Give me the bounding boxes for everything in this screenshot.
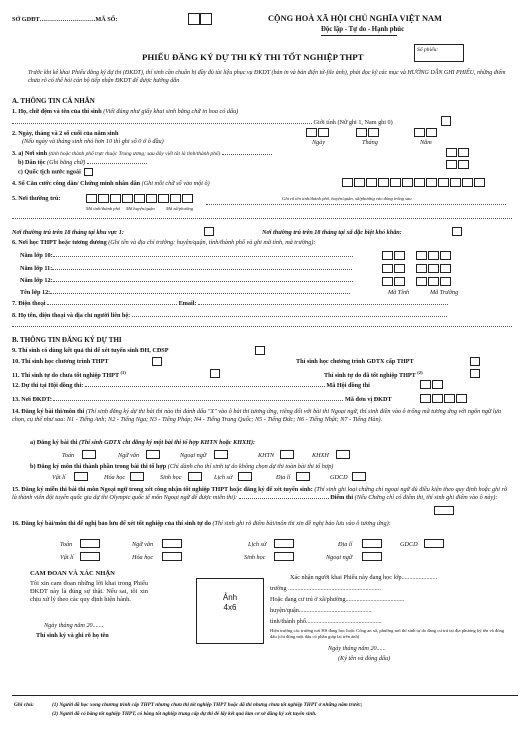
- bl-gdcd: GDCD: [400, 541, 418, 548]
- subj-diali-box[interactable]: [296, 472, 310, 481]
- photo-label-2: 4x6: [223, 603, 237, 612]
- xa-dbkk-label: Nơi thường trú trên 18 tháng tại xã đặc biệt khó khăn:: [262, 229, 402, 236]
- field-2-note: (Nếu ngày và tháng sinh nhỏ hơn 10 thì ghi số 0 ở ô đầu): [22, 138, 164, 145]
- field-4-label: 4. Số Căn cước công dân/ Chứng minh nhân dân: [12, 180, 141, 187]
- footer-note-1: (1) Người đã học xong chương trình cấp THPT nhưng chưa thi tốt nghiệp THPT hoặc đã thi nhưng chưa tốt nghiệp THPT ở những năm trước;: [52, 702, 363, 708]
- bl-sinhhoc-box[interactable]: [274, 552, 294, 561]
- dob-month-label: Tháng: [362, 139, 378, 146]
- field-9-box[interactable]: [255, 346, 265, 355]
- field-5-note: Ghi rõ tên tỉnh/thành phố, huyện/quận, xã/phường vào dòng trống sau: [282, 196, 412, 201]
- subj-ngoaingu: Ngoại ngữ: [180, 452, 207, 459]
- bl-hoahoc-box[interactable]: [162, 552, 182, 561]
- f6-row-12-label: Năm lớp 12:: [20, 277, 53, 284]
- motto-underline: [321, 35, 397, 36]
- confirm-sign: (Ký tên và đóng dấu): [338, 655, 391, 662]
- field-6-note: (Ghi tên và địa chỉ trường: huyện/quận, tỉnh/thành phố và ghi mã tỉnh, mã trường):: [108, 239, 316, 246]
- field-1: [12, 108, 518, 116]
- field-14: [12, 408, 507, 424]
- so-phieu-box[interactable]: [414, 44, 464, 62]
- noi-sinh-code-boxes[interactable]: [446, 148, 470, 157]
- field-15-note: (Thí sinh ghi loại chứng chỉ ngoại ngữ đủ điều kiện theo quy định hoặc ghi rõ là thành viên đội tuyển quốc gia dự thi Olympic quốc tế môn Ngoại ngữ để được miễn thi):: [12, 486, 508, 501]
- xa-dbkk-box[interactable]: [452, 227, 462, 236]
- field-3b-label: b) Dân tộc: [18, 159, 46, 166]
- subj-ngoaingu-box[interactable]: [214, 450, 228, 459]
- gender-box[interactable]: [441, 116, 451, 126]
- confirm-date: Ngày tháng năm 20......: [328, 645, 386, 652]
- field-3b[interactable]: [18, 159, 518, 167]
- field-12-ma-label: Mã Hội đồng thi: [326, 382, 370, 389]
- so-gddt-label: SỞ GDĐT………………………MÃ SỐ:: [12, 16, 118, 23]
- commit-title: CAM ĐOAN VÀ XÁC NHẬN: [30, 570, 115, 577]
- f6-row-12[interactable]: [20, 277, 353, 285]
- dan-toc-code-boxes[interactable]: [446, 160, 470, 169]
- footer-label: Ghi chú:: [14, 702, 34, 708]
- motto: Độc lập - Tự do - Hạnh phúc: [321, 26, 405, 33]
- subj-gdcd-box[interactable]: [352, 472, 366, 481]
- photo-label-1: Ảnh: [222, 593, 238, 602]
- field-11-sup: (1): [120, 370, 126, 375]
- subj-gdcd: GDCD: [330, 474, 348, 481]
- field-8[interactable]: [12, 312, 518, 320]
- bl-ngoaingu-box[interactable]: [362, 552, 382, 561]
- field-9-label: 9. Thí sinh có dùng kết quả thi để xét tuyển sinh ĐH, CĐSP: [12, 347, 169, 354]
- bl-diali-box[interactable]: [362, 539, 382, 548]
- subj-vatli: Vật lí: [52, 474, 66, 481]
- commit-sign: Thí sinh ký và ghi rõ họ tên: [36, 632, 109, 639]
- field-14a-note: (Thí sinh GDTX chỉ đăng ký một bài thi tổ hợp KHTN hoặc KHXH):: [79, 439, 256, 446]
- field-13-ma-label: Mã đơn vị ĐKDT: [345, 396, 392, 403]
- field-3a-note: (tỉnh hoặc thành phố trực thuộc Trung ương; sau đây viết tắt là tỉnh/thành phố): [48, 151, 221, 157]
- dob-year-boxes[interactable]: [414, 128, 438, 137]
- commit-body: Tôi xin cam đoan những lời khai trong Phiếu ĐKDT này là đúng sự thật. Nếu sai, tôi xin chịu xử lý theo các quy định hiện hành.: [30, 580, 148, 603]
- bl-lichsu-box[interactable]: [274, 539, 294, 548]
- field-11: [12, 370, 518, 380]
- field-14b-label: b) Đăng ký môn thi thành phần trong bài thi tổ hợp: [30, 463, 167, 470]
- confirm-line-5: tỉnh/thành phố.................................................: [270, 618, 382, 625]
- f6-row-10[interactable]: [20, 252, 353, 260]
- field-6: [12, 239, 518, 247]
- hoi-dong-code-boxes[interactable]: [420, 380, 444, 389]
- field-14a: [30, 439, 255, 447]
- field-11b-text: Thí sinh tự do đã tốt nghiệp THPT: [324, 372, 416, 380]
- email-label: Email:: [178, 300, 197, 307]
- field-3b-note: (Ghi bằng chữ): [47, 159, 86, 166]
- bl-vatli: Vật lí: [60, 554, 74, 561]
- bl-vatli-box[interactable]: [80, 552, 100, 561]
- f6-row-11-label: Năm lớp 11:: [20, 265, 53, 272]
- bl-sinhhoc: Sinh học: [244, 554, 266, 561]
- subj-vatli-box[interactable]: [74, 472, 88, 481]
- nation-title: CỘNG HOÀ XÃ HỘI CHỦ NGHĨA VIỆT NAM: [268, 14, 442, 23]
- f6-row-10-label: Năm lớp 10:: [20, 252, 53, 259]
- lop11-ma-boxes[interactable]: [382, 264, 452, 273]
- field-7[interactable]: [12, 300, 518, 308]
- field-11b-label: [324, 370, 423, 380]
- footer-note-2: (2) Người đã có bằng tốt nghiệp THPT, có bằng tốt nghiệp trung cấp dự thi để lấy kết quả làm cơ sở đăng ký xét tuyển sinh.: [52, 711, 317, 717]
- field-15: [12, 486, 507, 502]
- bl-hoahoc: Hóa học: [132, 554, 154, 561]
- intro-text: Trước khi kê khai Phiếu đăng ký dự thi (ĐKDT), thí sinh cần chuẩn bị đầy đủ tài liệu phục vụ ĐKDT (bản in và bản điện tử-file ảnh), phải đọc kỹ các mục và HƯỚNG DẪN GHI PHIẾU, những điểm chưa rõ có thể hỏi cán bộ tiếp nhận ĐKDT để được hướng dẫn: [28, 70, 506, 84]
- section-b-title: B. THÔNG TIN ĐĂNG KÝ DỰ THI: [12, 336, 122, 344]
- field-15-diem-label: Điểm thi: [330, 493, 354, 501]
- section-a-title: A. THÔNG TIN CÁ NHÂN: [12, 97, 95, 105]
- footer-divider: [12, 695, 518, 696]
- field-3a-label: 3. a) Nơi sinh: [12, 150, 48, 157]
- subj-khxh-box[interactable]: [336, 450, 350, 459]
- field-8-line-2[interactable]: [12, 326, 512, 327]
- bl-lichsu: Lịch sử: [248, 541, 267, 548]
- kv1-box[interactable]: [204, 227, 214, 236]
- dob-month-boxes[interactable]: [356, 128, 380, 137]
- subj-nguvan: Ngữ văn: [118, 452, 140, 459]
- field-6-label: 6. Nơi học THPT hoặc tương đương: [12, 239, 107, 246]
- confirm-line-2: trường ............................................................: [270, 585, 381, 592]
- field-3a[interactable]: [12, 150, 518, 158]
- bl-diali: Địa lí: [338, 541, 353, 548]
- subj-khxh: KHXH: [312, 452, 329, 459]
- dob-day-boxes[interactable]: [306, 128, 330, 137]
- confirm-line-4: huyện/quận...............................................: [270, 607, 372, 614]
- field-15-diem-box[interactable]: [434, 506, 454, 515]
- field-10-label: 10. Thí sinh học chương trình THPT: [12, 358, 109, 365]
- field-14b: [30, 463, 333, 471]
- bl-nguvan: Ngữ văn: [132, 541, 154, 548]
- bl-toan: Toán: [60, 541, 73, 548]
- subj-toan-box[interactable]: [82, 450, 96, 459]
- confirm-line-3: Hoặc đang cư trú ở xã/phường......................................: [270, 596, 405, 603]
- confirm-note: Hiệu trưởng các trường nơi HS đang học hoặc Công an xã, phường nơi thí sinh tự do đang cư trú tại địa phương ký tên và đóng dấu (chỉ đóng một dấu có phần giáp lai trên ảnh): [270, 628, 505, 639]
- thuong-tru-line-2[interactable]: [12, 218, 512, 219]
- field-14a-label: a) Đăng ký bài thi: [30, 439, 78, 446]
- field-9: [12, 347, 518, 355]
- field-2-note-row: [12, 138, 518, 146]
- subj-hoahoc-box[interactable]: [130, 472, 144, 481]
- field-4-note: (Ghi mỗi chữ số vào một ô): [141, 180, 210, 187]
- thuong-tru-code-boxes[interactable]: [86, 194, 194, 203]
- subj-lichsu-box[interactable]: [238, 472, 252, 481]
- field-15-diem-note: (Nếu Chứng chỉ có điểm thi, thí sinh ghi điểm vào ô này):: [354, 493, 498, 501]
- ma-so-box-2[interactable]: [200, 13, 212, 25]
- field-11-label: 11. Thí sinh tự do chưa tốt nghiệp THPT: [12, 372, 119, 380]
- bl-toan-box[interactable]: [80, 539, 100, 548]
- gender-label: Giới tính (Nữ ghi 1, Nam ghi 0): [313, 119, 393, 126]
- field-1-note: (Viết đúng như giấy khai sinh bằng chữ in hoa có dấu): [103, 108, 239, 115]
- ma-huyen-sub: Mã huyện/quận: [126, 206, 155, 211]
- commit-date: Ngày tháng năm 20.......: [44, 622, 104, 629]
- dob-day-label: Ngày: [312, 139, 326, 146]
- subj-lichsu: Lịch sử: [214, 474, 233, 481]
- gdtx-label: Thí sinh học chương trình GDTX cấp THPT: [296, 358, 414, 365]
- subj-toan: Toán: [62, 452, 75, 459]
- field-14b-note: (Chỉ dành cho thí sinh tự do không chọn dự thi toàn bài thi tổ hợp): [167, 463, 334, 470]
- field-11b-box[interactable]: [470, 369, 480, 378]
- ma-truong-label: Mã Trường: [430, 289, 459, 296]
- field-16-label: 16. Đăng ký bài/môn thi để nghị bảo lưu để xét tốt nghiệp của thí sinh tự do: [12, 520, 211, 527]
- field-3c-label: c) Quốc tịch nước ngoài: [18, 168, 81, 176]
- field-16-note: (Thí sinh ghi rõ điểm bài/môn thi xin đề nghị bảo lưu vào ô tương ứng):: [212, 520, 391, 527]
- kv1-label: Nơi thường trú trên 18 tháng tại khu vực 1:: [12, 229, 124, 236]
- subj-diali: Địa lí: [276, 474, 291, 481]
- field-7-label: 7. Điện thoại: [12, 300, 46, 307]
- field-5-label: 5. Nơi thường trú:: [12, 195, 61, 202]
- field-15-label: 15. Đăng ký miễn thi bài thi môn Ngoại ngữ trong xét công nhận tốt nghiệp THPT hoặc đăng ký để xét tuyển sinh:: [12, 486, 313, 493]
- f6-row-11[interactable]: [20, 265, 352, 273]
- subj-hoahoc: Hóa học: [104, 474, 126, 481]
- dob-year-label: Năm: [420, 139, 432, 146]
- so-phieu-label: Số phiếu:: [417, 47, 439, 53]
- gdtx-box[interactable]: [470, 357, 480, 366]
- bl-gdcd-box[interactable]: [424, 539, 444, 548]
- subj-sinhhoc-box[interactable]: [188, 472, 202, 481]
- photo-placeholder: [196, 578, 264, 644]
- cccd-boxes[interactable]: [342, 178, 486, 187]
- subj-khtn: KHTN: [258, 452, 275, 459]
- ma-xa-sub: Mã xã/phường: [166, 206, 194, 211]
- lop10-ma-boxes[interactable]: [382, 251, 452, 260]
- ma-tinh-label: Mã Tỉnh: [388, 289, 410, 296]
- subj-sinhhoc: Sinh học: [160, 474, 182, 481]
- lop12-ma-boxes[interactable]: [382, 277, 452, 286]
- field-2-label: 2. Ngày, tháng và 2 số cuối của năm sinh: [12, 130, 119, 137]
- field-13-label: 13. Nơi ĐKDT:: [12, 396, 52, 403]
- field-12-label: 12. Dự thi tại Hội đồng thi:: [12, 382, 84, 389]
- subj-khtn-box[interactable]: [280, 450, 294, 459]
- field-10: [12, 358, 518, 366]
- f6-row-ten-lop-label: Tên lớp 12:: [20, 289, 51, 296]
- form-title: PHIẾU ĐĂNG KÝ DỰ THI KỲ THI TỐT NGHIỆP THPT: [142, 52, 364, 62]
- thuong-tru-line[interactable]: [206, 204, 506, 205]
- field-16: [12, 520, 507, 528]
- bl-nguvan-box[interactable]: [162, 539, 182, 548]
- field-1-label: 1. Họ, chữ đệm và tên của thí sinh: [12, 108, 102, 115]
- field-8-label: 8. Họ tên, điện thoại và địa chỉ người liên hệ:: [12, 312, 131, 319]
- ma-tinh-sub: Mã tỉnh/thành phố: [86, 206, 121, 211]
- dkdt-code-boxes[interactable]: [420, 394, 468, 403]
- f6-row-ten-lop[interactable]: [20, 289, 350, 297]
- field-14-label: 14. Đăng ký bài thi/môn thi: [12, 408, 85, 415]
- confirm-line-1: Xác nhận người khai Phiếu này đang học lớp.......................: [290, 574, 438, 581]
- bl-ngoaingu: Ngoại ngữ: [326, 554, 353, 561]
- field-3c[interactable]: [18, 168, 518, 176]
- field-14-note: (Thí sinh đăng ký dự thi bài thi nào thì đánh dấu "X" vào ô bài thi tương ứng, riêng đối với bài thi Ngoại ngữ, thí sinh điền vào ô trống mã tương ứng với ngôn ngữ lựa chọn, cụ thể như sau: N1 - Tiếng Anh; N2 - Tiếng Nga; N3 - Tiếng Pháp; N4 - Tiếng Trung Quốc; N5 - Tiếng Đức; N6 - Tiếng Nhật; N7 - Tiếng Hàn).: [12, 408, 502, 423]
- field-11b-sup: (2): [417, 370, 423, 375]
- field-11-box[interactable]: [210, 369, 220, 378]
- subj-nguvan-box[interactable]: [146, 450, 160, 459]
- field-2: [12, 130, 518, 138]
- field-10-box[interactable]: [152, 357, 162, 366]
- ma-so-box-1[interactable]: [188, 13, 200, 25]
